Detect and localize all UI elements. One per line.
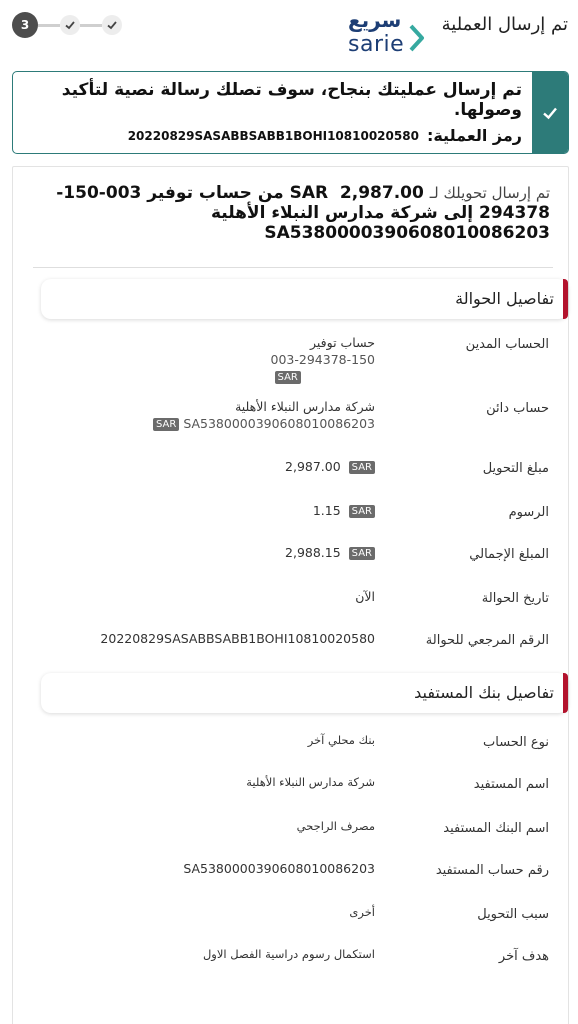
section-accent — [563, 279, 568, 319]
currency-badge: SAR — [153, 418, 179, 431]
summary-iban: SA5380000390608010086203 — [264, 223, 550, 243]
section-title: تفاصيل بنك المستفيد — [414, 683, 554, 702]
row-label: تاريخ الحوالة — [481, 591, 549, 606]
row-label: حساب دائن — [486, 401, 549, 416]
check-icon — [541, 104, 559, 122]
step-done-icon — [60, 15, 80, 35]
row-value: شركة مدارس النبلاء الأهلية SAR SA5380000390608010086203 — [149, 399, 375, 431]
row-label: الحساب المدين — [465, 337, 549, 352]
summary-from: من حساب توفير 003-150-294378 — [56, 183, 550, 223]
row-label: الرسوم — [508, 505, 549, 520]
section-header-transfer — [41, 279, 568, 319]
currency-badge: SAR — [349, 547, 375, 560]
banner-status-strip — [532, 72, 568, 153]
summary-to: إلى شركة مدارس النبلاء الأهلية — [210, 203, 474, 223]
currency-badge: SAR — [275, 371, 301, 384]
row-label: سبب التحويل — [477, 907, 549, 922]
row-label: اسم البنك المستفيد — [443, 821, 549, 836]
row-value: 2,988.15 SAR — [285, 545, 375, 560]
step-connector — [38, 24, 60, 27]
logo-english-text: sarie — [348, 32, 405, 57]
transfer-details-card — [12, 166, 569, 1024]
row-value: مصرف الراجحي — [296, 819, 375, 833]
section-header-beneficiary — [41, 673, 568, 713]
success-banner — [12, 71, 569, 154]
row-label: هدف آخر — [498, 949, 549, 964]
summary-prefix: تم إرسال تحويلك لـ — [429, 184, 550, 202]
transfer-summary — [30, 183, 550, 243]
section-accent — [563, 673, 568, 713]
banner-reference — [128, 126, 522, 145]
page-title: تم إرسال العملية — [441, 14, 568, 35]
banner-ref-label: رمز العملية: — [426, 126, 522, 145]
summary-amount: SAR 2,987.00 — [289, 183, 424, 203]
row-value: 1.15 SAR — [313, 503, 375, 518]
step-connector — [80, 24, 102, 27]
progress-steps — [12, 12, 122, 38]
section-title: تفاصيل الحوالة — [455, 289, 554, 308]
currency-badge: SAR — [349, 461, 375, 474]
header — [0, 0, 578, 60]
row-value: شركة مدارس النبلاء الأهلية — [246, 775, 375, 789]
row-value: الآن — [355, 589, 375, 604]
row-value: 2,987.00 SAR — [285, 459, 375, 474]
row-value: حساب توفير 003-294378-150 SAR — [270, 335, 375, 383]
banner-ref-value: 20220829SASABBSABB1BOHI10810020580 — [127, 128, 419, 143]
row-value: بنك محلي آخر — [307, 733, 375, 747]
row-label: المبلغ الإجمالي — [469, 547, 549, 562]
divider — [33, 267, 553, 268]
row-label: اسم المستفيد — [473, 777, 549, 792]
row-value: SA5380000390608010086203 — [183, 861, 375, 876]
row-label: الرقم المرجعي للحوالة — [425, 633, 549, 648]
row-label: نوع الحساب — [483, 735, 549, 750]
banner-message: تم إرسال عمليتك بنجاح، سوف تصلك رسالة نصية لتأكيد وصولها. — [61, 80, 522, 120]
row-label: رقم حساب المستفيد — [435, 863, 549, 878]
currency-badge: SAR — [349, 505, 375, 518]
row-value: 20220829SASABBSABB1BOHI10810020580 — [100, 631, 375, 646]
step-done-icon — [102, 15, 122, 35]
row-label: مبلغ التحويل — [482, 461, 549, 476]
step-current: 3 — [12, 12, 38, 38]
logo-arabic-text: سريع — [348, 8, 402, 32]
logo-mark-icon — [408, 24, 426, 54]
row-value: أخرى — [349, 905, 375, 919]
sarie-logo — [348, 10, 428, 56]
row-value: استكمال رسوم دراسية الفصل الاول — [202, 947, 375, 961]
